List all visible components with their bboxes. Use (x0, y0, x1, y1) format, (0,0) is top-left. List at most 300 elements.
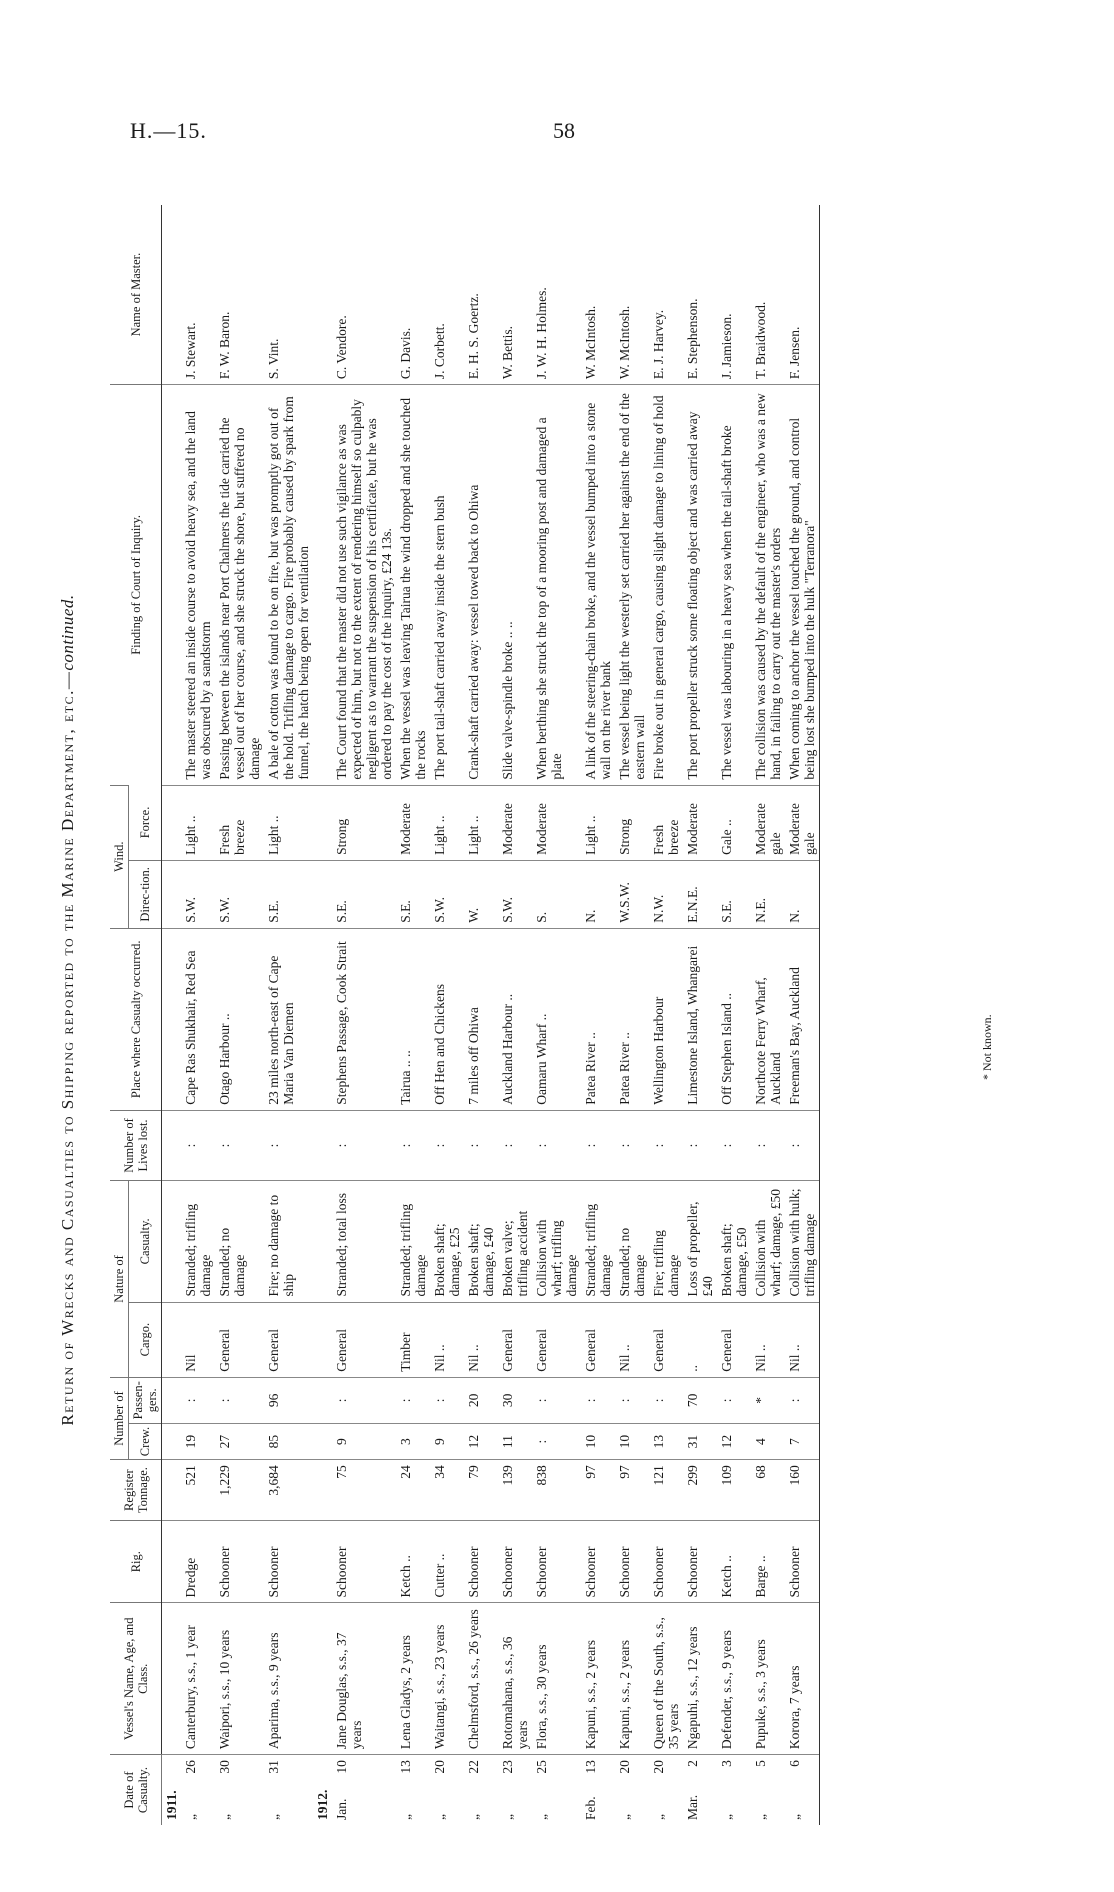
cell-lives: : (264, 1110, 313, 1180)
cell-date (532, 1755, 581, 1825)
cell-master: J. Stewart. (183, 322, 198, 380)
cell-finding: When berthing she struck the top of a mooring post and damaged a plate (532, 385, 581, 785)
cell-crew: 13 (649, 1423, 683, 1459)
cell-dir: W.S.W. (615, 860, 649, 928)
col-wind: Wind. (110, 785, 129, 928)
cell-date (717, 1755, 751, 1825)
date-month: „ (217, 1814, 232, 1820)
cell-passengers: 96 (264, 1377, 313, 1423)
cell-rig: Schooner (498, 1520, 532, 1603)
col-wind-force: Force. (129, 785, 162, 860)
cell-casualty: Stranded; trifling damage (181, 1181, 215, 1302)
cell-vessel: Kapuni, s.s., 2 years (615, 1603, 649, 1755)
cell-lives: : (396, 1110, 430, 1180)
cell-dir: E.N.E. (683, 860, 717, 928)
cell-crew: 9 (430, 1423, 464, 1459)
cell-cargo: General (717, 1302, 751, 1377)
cell-tonnage: 3,684 (264, 1460, 313, 1521)
date-month: „ (719, 1814, 734, 1820)
empty-cell (162, 205, 182, 385)
year-label: 1912. (313, 1755, 332, 1825)
empty-cell (313, 205, 332, 385)
col-tonnage: Register Tonnage. (110, 1460, 162, 1521)
cell-vessel: Chelmsford, s.s., 26 years (464, 1603, 498, 1755)
cell-cargo: Timber (396, 1302, 430, 1377)
cell-lives: : (215, 1110, 264, 1180)
empty-cell (313, 1110, 332, 1180)
date-month: „ (753, 1814, 768, 1820)
date-month: „ (466, 1814, 481, 1820)
table-row (615, 205, 649, 1825)
date-month: „ (651, 1814, 666, 1820)
cell-date (181, 1755, 215, 1825)
cell-master: J. W. H. Holmes. (534, 287, 549, 380)
cell-force: Strong (332, 785, 396, 860)
cell-vessel: Lena Gladys, 2 years (396, 1603, 430, 1755)
empty-cell (162, 1520, 182, 1603)
cell-crew: 11 (498, 1423, 532, 1459)
cell-finding: The port propeller struck some floating object and was carried away (683, 385, 717, 785)
cell-master: E. H. S. Goertz. (466, 293, 481, 380)
cell-casualty: Stranded; trifling damage (581, 1181, 615, 1302)
empty-cell (162, 1302, 182, 1377)
cell-master: F. W. Baron. (217, 311, 232, 380)
cell-casualty: Collision with hulk; trifling damage (785, 1181, 820, 1302)
table-row (532, 205, 581, 1825)
cell-master: W. McIntosh. (617, 305, 632, 380)
cell-date (751, 1755, 785, 1825)
cell-cargo: Nil .. (430, 1302, 464, 1377)
cell-crew: 7 (785, 1423, 820, 1459)
date-month: Jan. (334, 1798, 349, 1820)
cell-dir: S.E. (264, 860, 313, 928)
cell-master: G. Davis. (398, 327, 413, 380)
date-day: 6 (787, 1760, 802, 1767)
date-day: 2 (685, 1760, 700, 1767)
cell-force: Gale .. (717, 785, 751, 860)
cell-lives: : (430, 1110, 464, 1180)
cell-rig: Schooner (264, 1520, 313, 1603)
cell-place: Patea River .. (615, 928, 649, 1110)
cell-casualty: Stranded; trifling damage (396, 1181, 430, 1302)
page-title: Return of Wrecks and Casualties to Shipping reported to the Marine Department, etc.—continued. (58, 594, 77, 1426)
cell-lives: : (532, 1110, 581, 1180)
cell-force: Fresh breeze (649, 785, 683, 860)
cell-casualty: Fire; trifling damage (649, 1181, 683, 1302)
year-row (162, 205, 182, 1825)
cell-passengers: : (396, 1377, 430, 1423)
col-wind-direction: Direc-tion. (129, 860, 162, 928)
cell-casualty: Stranded; no damage (615, 1181, 649, 1302)
cell-casualty: Collision with wharf; trifling damage (532, 1181, 581, 1302)
cell-finding: Passing between the islands near Port Chalmers the tide carried the vessel out of her course, and she struck the shore, but suffered no damage (215, 385, 264, 785)
cell-rig: Schooner (649, 1520, 683, 1603)
cell-dir: W. (464, 860, 498, 928)
cell-cargo: General (649, 1302, 683, 1377)
table-row (332, 205, 396, 1825)
cell-dir: N. (581, 860, 615, 928)
cell-crew: 10 (615, 1423, 649, 1459)
cell-casualty: Stranded; no damage (215, 1181, 264, 1302)
empty-cell (162, 385, 182, 785)
table-row (649, 205, 683, 1825)
cell-place: Stephens Passage, Cook Strait (332, 928, 396, 1110)
date-day: 23 (500, 1760, 515, 1774)
cell-rig: Schooner (785, 1520, 820, 1603)
cell-tonnage: 838 (532, 1460, 581, 1521)
cell-passengers: 30 (498, 1377, 532, 1423)
cell-passengers: : (332, 1377, 396, 1423)
date-month: Mar. (685, 1794, 700, 1820)
empty-cell (162, 1460, 182, 1521)
cell-rig: Ketch .. (396, 1520, 430, 1603)
cell-master: E. J. Harvey. (651, 309, 666, 380)
cell-dir: S.W. (430, 860, 464, 928)
cell-crew: 10 (581, 1423, 615, 1459)
rotated-table-area (50, 170, 1050, 1850)
cell-crew: 27 (215, 1423, 264, 1459)
cell-tonnage: 34 (430, 1460, 464, 1521)
cell-passengers: : (615, 1377, 649, 1423)
date-day: 10 (334, 1760, 349, 1774)
cell-lives: : (683, 1110, 717, 1180)
empty-cell (313, 1302, 332, 1377)
table-row (785, 205, 820, 1825)
cell-tonnage: 75 (332, 1460, 396, 1521)
date-month: „ (183, 1814, 198, 1820)
cell-vessel: Canterbury, s.s., 1 year (181, 1603, 215, 1755)
cell-date (785, 1755, 820, 1825)
cell-crew: 4 (751, 1423, 785, 1459)
cell-place: Tairua .. .. (396, 928, 430, 1110)
cell-crew: 19 (181, 1423, 215, 1459)
cell-finding: The Court found that the master did not use such vigilance as was expected of him, but not to the extent of rendering himself so culpably negligent as to warrant the suspension of his certificate, but he was ordered to pay the cost of the inquiry, £24 13s. (332, 385, 396, 785)
empty-cell (162, 1423, 182, 1459)
col-master: Name of Master. (110, 205, 162, 385)
table-row (751, 205, 785, 1825)
cell-place: Auckland Harbour .. (498, 928, 532, 1110)
cell-force: Moderate (396, 785, 430, 860)
cell-crew: 9 (332, 1423, 396, 1459)
cell-tonnage: 121 (649, 1460, 683, 1521)
empty-cell (313, 1423, 332, 1459)
date-day: 3 (719, 1760, 734, 1767)
cell-force: Light .. (464, 785, 498, 860)
cell-vessel: Aparima, s.s., 9 years (264, 1603, 313, 1755)
cell-rig: Schooner (683, 1520, 717, 1603)
table-row (264, 205, 313, 1825)
cell-vessel: Korora, 7 years (785, 1603, 820, 1755)
cell-cargo: General (215, 1302, 264, 1377)
cell-crew: 12 (464, 1423, 498, 1459)
table-row (396, 205, 430, 1825)
col-place: Place where Casualty occurred. (110, 928, 162, 1110)
cell-cargo: Nil .. (751, 1302, 785, 1377)
cell-casualty: Broken shaft; damage, £25 (430, 1181, 464, 1302)
cell-master: S. Vint. (266, 338, 281, 380)
col-rig: Rig. (110, 1520, 162, 1603)
cell-casualty: Stranded; total loss (332, 1181, 396, 1302)
table-row (464, 205, 498, 1825)
date-day: 25 (534, 1760, 549, 1774)
empty-cell (162, 785, 182, 860)
year-row (313, 205, 332, 1825)
empty-cell (313, 860, 332, 928)
cell-casualty: Collision with wharf; damage, £50 (751, 1181, 785, 1302)
cell-rig: Dredge (181, 1520, 215, 1603)
cell-place: Cape Ras Shukhair, Red Sea (181, 928, 215, 1110)
date-day: 30 (217, 1760, 232, 1774)
cell-casualty: Fire; no damage to ship (264, 1181, 313, 1302)
empty-cell (313, 1520, 332, 1603)
date-month: Feb. (583, 1796, 598, 1820)
cell-rig: Schooner (464, 1520, 498, 1603)
cell-lives: : (785, 1110, 820, 1180)
cell-vessel: Defender, s.s., 9 years (717, 1603, 751, 1755)
cell-cargo: General (532, 1302, 581, 1377)
cell-rig: Barge .. (751, 1520, 785, 1603)
cell-dir: S.E. (717, 860, 751, 928)
cell-place: 7 miles off Ohiwa (464, 928, 498, 1110)
cell-finding: The port tail-shaft carried away inside the stern bush (430, 385, 464, 785)
date-month: „ (500, 1814, 515, 1820)
header-code: H.—15. (130, 118, 207, 143)
empty-cell (313, 1603, 332, 1755)
cell-date (332, 1755, 396, 1825)
cell-dir: S. (532, 860, 581, 928)
cell-finding: A bale of cotton was found to be on fire, but was promptly got out of the hold. Trifling damage to cargo. Fire probably caused by spark from funnel, the hatch being open for ventilation (264, 385, 313, 785)
cell-master: W. Bettis. (500, 326, 515, 380)
cell-tonnage: 160 (785, 1460, 820, 1521)
cell-vessel: Kapuni, s.s., 2 years (581, 1603, 615, 1755)
cell-tonnage: 1,229 (215, 1460, 264, 1521)
cell-vessel: Pupuke, s.s., 3 years (751, 1603, 785, 1755)
cell-crew: 12 (717, 1423, 751, 1459)
cell-date (464, 1755, 498, 1825)
cell-tonnage: 97 (615, 1460, 649, 1521)
empty-cell (313, 928, 332, 1110)
empty-cell (313, 1377, 332, 1423)
cell-vessel: Flora, s.s., 30 years (532, 1603, 581, 1755)
cell-tonnage: 139 (498, 1460, 532, 1521)
table-row (717, 205, 751, 1825)
table-row (683, 205, 717, 1825)
cell-cargo: Nil .. (785, 1302, 820, 1377)
cell-tonnage: 68 (751, 1460, 785, 1521)
cell-date (264, 1755, 313, 1825)
table-row (581, 205, 615, 1825)
cell-passengers: 20 (464, 1377, 498, 1423)
col-date: Date of Casualty. (110, 1755, 162, 1825)
cell-lives: : (464, 1110, 498, 1180)
cell-dir: S.W. (181, 860, 215, 928)
cell-date (215, 1755, 264, 1825)
cell-lives: : (181, 1110, 215, 1180)
cell-crew: 85 (264, 1423, 313, 1459)
table-row (181, 205, 215, 1825)
cell-lives: : (751, 1110, 785, 1180)
wrecks-table-body (162, 205, 820, 1825)
cell-cargo: Nil (181, 1302, 215, 1377)
table-row (215, 205, 264, 1825)
cell-place: 23 miles north-east of Cape Maria Van Diemen (264, 928, 313, 1110)
cell-cargo: General (581, 1302, 615, 1377)
cell-finding: Slide valve-spindle broke .. .. (498, 385, 532, 785)
cell-passengers: : (181, 1377, 215, 1423)
cell-tonnage: 79 (464, 1460, 498, 1521)
cell-casualty: Loss of propeller, £40 (683, 1181, 717, 1302)
col-vessel: Vessel's Name, Age, and Class. (110, 1603, 162, 1755)
cell-cargo: General (498, 1302, 532, 1377)
cell-vessel: Ngapuhi, s.s., 12 years (683, 1603, 717, 1755)
cell-place: Limestone Island, Whangarei (683, 928, 717, 1110)
cell-finding: The vessel being light the westerly set carried her against the end of the eastern wall (615, 385, 649, 785)
cell-passengers: : (649, 1377, 683, 1423)
cell-force: Light .. (581, 785, 615, 860)
cell-finding: The master steered an inside course to avoid heavy sea, and the land was obscured by a sandstorm (181, 385, 215, 785)
date-month: „ (617, 1814, 632, 1820)
empty-cell (313, 385, 332, 785)
cell-vessel: Jane Douglas, s.s., 37 years (332, 1603, 396, 1755)
col-crew: Crew. (129, 1423, 162, 1459)
cell-rig: Cutter .. (430, 1520, 464, 1603)
cell-master: C. Vendore. (334, 315, 349, 380)
cell-place: Freeman's Bay, Auckland (785, 928, 820, 1110)
cell-lives: : (498, 1110, 532, 1180)
cell-casualty: Broken valve; trifling accident (498, 1181, 532, 1302)
empty-cell (162, 1110, 182, 1180)
cell-tonnage: 521 (181, 1460, 215, 1521)
footnote: * Not known. (980, 1014, 994, 1080)
cell-master: J. Corbett. (432, 323, 447, 380)
empty-cell (313, 785, 332, 860)
cell-passengers: : (430, 1377, 464, 1423)
cell-cargo: Nil .. (615, 1302, 649, 1377)
cell-master: F. Jensen. (785, 205, 820, 385)
cell-date (498, 1755, 532, 1825)
cell-master: T. Braidwood. (753, 301, 768, 380)
cell-finding: When coming to anchor the vessel touched the ground, and control being lost she bumped into the hulk "Terranora" (785, 385, 820, 785)
cell-master: J. Jamieson. (719, 313, 734, 380)
cell-force: Light .. (430, 785, 464, 860)
date-day: 22 (466, 1760, 481, 1774)
cell-force: Moderate (498, 785, 532, 860)
date-day: 13 (398, 1760, 413, 1774)
cell-force: Strong (615, 785, 649, 860)
cell-vessel: Queen of the South, s.s., 35 years (649, 1603, 683, 1755)
date-day: 20 (651, 1760, 666, 1774)
cell-dir: N.E. (751, 860, 785, 928)
date-month: „ (398, 1814, 413, 1820)
cell-date (649, 1755, 683, 1825)
cell-place: Wellington Harbour (649, 928, 683, 1110)
cell-master: W. McIntosh. (583, 305, 598, 380)
cell-finding: When the vessel was leaving Tairua the wind dropped and she touched the rocks (396, 385, 430, 785)
cell-passengers: : (785, 1377, 820, 1423)
date-month: „ (534, 1814, 549, 1820)
cell-force: Fresh breeze (215, 785, 264, 860)
col-lives-lost: Number of Lives lost. (110, 1110, 162, 1180)
cell-finding: Fire broke out in general cargo, causing slight damage to lining of hold (649, 385, 683, 785)
cell-passengers: 70 (683, 1377, 717, 1423)
cell-casualty: Broken shaft; damage, £40 (464, 1181, 498, 1302)
cell-crew: 3 (396, 1423, 430, 1459)
cell-force: Moderate gale (751, 785, 785, 860)
cell-force: Light .. (264, 785, 313, 860)
empty-cell (162, 1603, 182, 1755)
empty-cell (313, 1181, 332, 1302)
date-day: 13 (583, 1760, 598, 1774)
page-number: 58 (553, 118, 575, 143)
cell-place: Otago Harbour .. (215, 928, 264, 1110)
cell-lives: : (649, 1110, 683, 1180)
cell-passengers: : (215, 1377, 264, 1423)
cell-finding: The vessel was labouring in a heavy sea when the tail-shaft broke (717, 385, 751, 785)
cell-finding: The collision was caused by the default of the engineer, who was a new hand, in failing to carry out the master's orders (751, 385, 785, 785)
cell-passengers: : (717, 1377, 751, 1423)
cell-rig: Schooner (581, 1520, 615, 1603)
cell-vessel: Rotomahana, s.s., 36 years (498, 1603, 532, 1755)
cell-crew: 31 (683, 1423, 717, 1459)
cell-crew: : (532, 1423, 581, 1459)
cell-dir: S.E. (332, 860, 396, 928)
table-row (498, 205, 532, 1825)
wrecks-table (110, 205, 820, 1825)
cell-place: Patea River .. (581, 928, 615, 1110)
cell-cargo: General (264, 1302, 313, 1377)
cell-date (683, 1755, 717, 1825)
cell-place: Northcote Ferry Wharf, Auckland (751, 928, 785, 1110)
col-finding: Finding of Court of Inquiry. (110, 385, 162, 785)
col-casualty: Casualty. (129, 1181, 162, 1302)
cell-finding: Crank-shaft carried away: vessel towed back to Ohiwa (464, 385, 498, 785)
cell-tonnage: 299 (683, 1460, 717, 1521)
cell-lives: : (615, 1110, 649, 1180)
cell-passengers: : (532, 1377, 581, 1423)
cell-dir: S.E. (396, 860, 430, 928)
date-month: „ (266, 1814, 281, 1820)
cell-lives: : (581, 1110, 615, 1180)
date-day: 20 (432, 1760, 447, 1774)
date-day: 26 (183, 1760, 198, 1774)
cell-force: Moderate gale (785, 785, 820, 860)
cell-cargo: General (332, 1302, 396, 1377)
date-day: 5 (753, 1760, 768, 1767)
cell-tonnage: 109 (717, 1460, 751, 1521)
cell-date (396, 1755, 430, 1825)
empty-cell (162, 1377, 182, 1423)
cell-vessel: Waipori, s.s., 10 years (215, 1603, 264, 1755)
cell-date (430, 1755, 464, 1825)
cell-force: Moderate (532, 785, 581, 860)
cell-rig: Ketch .. (717, 1520, 751, 1603)
cell-dir: S.W. (498, 860, 532, 928)
cell-place: Off Hen and Chickens (430, 928, 464, 1110)
cell-rig: Schooner (215, 1520, 264, 1603)
cell-date (581, 1755, 615, 1825)
cell-cargo: Nil .. (464, 1302, 498, 1377)
table-row (430, 205, 464, 1825)
empty-cell (313, 1460, 332, 1521)
date-day: 20 (617, 1760, 632, 1774)
date-day: 31 (266, 1760, 281, 1774)
cell-master: E. Stephenson. (685, 298, 700, 380)
cell-lives: : (332, 1110, 396, 1180)
cell-place: Oamaru Wharf .. (532, 928, 581, 1110)
date-month: „ (432, 1814, 447, 1820)
cell-passengers: * (751, 1377, 785, 1423)
col-cargo: Cargo. (129, 1302, 162, 1377)
